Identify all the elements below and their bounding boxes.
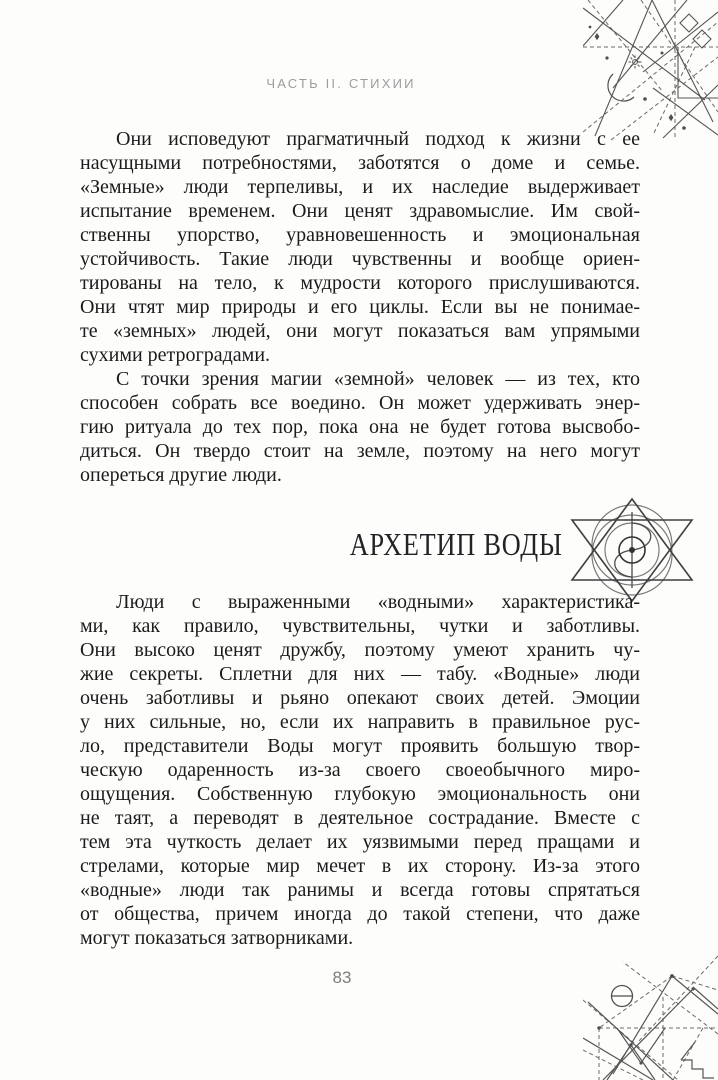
paragraph [80, 127, 640, 367]
text-line: очень заботливы и рьяно опекают своих детей. Эмоции [80, 687, 640, 709]
text-line: Люди с выраженными «водными» характеристика- [116, 591, 640, 613]
text-line: могут показаться затворниками. [80, 927, 354, 949]
text-line: Они чтят мир природы и его циклы. Если вы не понимае- [80, 296, 640, 318]
text-line: гию ритуала до тех пор, пока она не будет готова высвобо- [80, 416, 640, 438]
text-line: сухими ретроградами. [80, 344, 271, 366]
section-heading: АРХЕТИП ВОДЫ [350, 526, 563, 562]
corner-ornament-top-icon [583, 0, 718, 142]
text-line: «водные» люди так ранимы и всегда готовы спрятаться [80, 879, 640, 901]
text-line: насущными потребностями, заботятся о доме и семье. [80, 152, 640, 174]
text-line: стрелами, которые мир мечет в их сторону. Из-за этого [80, 855, 640, 877]
text-line: ло, представители Воды могут проявить большую твор- [80, 735, 640, 757]
text-line: «Земные» люди терпеливы, и их наследие выдерживает [80, 176, 640, 198]
text-line: не таят, а переводят в деятельное сострадание. Вместе с [80, 807, 640, 829]
paragraph [80, 367, 640, 487]
text-line: тированы на тело, к мудрости которого прислушиваются. [80, 272, 640, 294]
section-water-paragraphs [80, 590, 640, 950]
text-line: ственны упорство, уравновешенность и эмоциональная [80, 224, 640, 246]
text-line: ческую одаренность из-за своего своеобычного миро- [80, 759, 640, 781]
water-sigil-icon [568, 497, 696, 603]
text-line: диться. Он твердо стоит на земле, поэтому на него могут [80, 440, 640, 462]
text-line: ощущения. Собственную глубокую эмоциональность они [80, 783, 640, 805]
text-line: Они исповедуют прагматичный подход к жизни с ее [116, 128, 640, 150]
paragraph [80, 590, 640, 950]
text-line: Они высоко ценят дружбу, поэтому умеют хранить чу- [80, 639, 640, 661]
text-line: ми, как правило, чувствительны, чутки и заботливы. [80, 615, 640, 637]
text-line: от общества, причем иногда до такой степени, что даже [80, 903, 640, 925]
running-head: ЧАСТЬ II. СТИХИИ [266, 76, 416, 91]
theta-circle-icon [612, 986, 633, 1007]
corner-ornament-bottom-icon [583, 942, 718, 1080]
text-line: способен собрать все воедино. Он может удерживать энер- [80, 392, 640, 414]
section-earth-paragraphs [80, 127, 640, 487]
page-number: 83 [332, 968, 352, 987]
text-line: устойчивость. Такие люди чувственны и вообще ориен- [80, 248, 640, 270]
text-line: у них сильные, но, если их направить в правильное рус- [80, 711, 640, 733]
text-line: тем эта чуткость делает их уязвимыми перед пращами и [80, 831, 640, 853]
text-line: те «земных» людей, они могут показаться вам упрямыми [80, 320, 640, 342]
text-line: С точки зрения магии «земной» человек — из тех, кто [116, 368, 640, 390]
text-line: опереться другие люди. [80, 464, 282, 486]
text-line: испытание временем. Они ценят здравомыслие. Им свой- [80, 200, 640, 222]
text-line: жие секреты. Сплетни для них — табу. «Водные» люди [80, 663, 640, 685]
